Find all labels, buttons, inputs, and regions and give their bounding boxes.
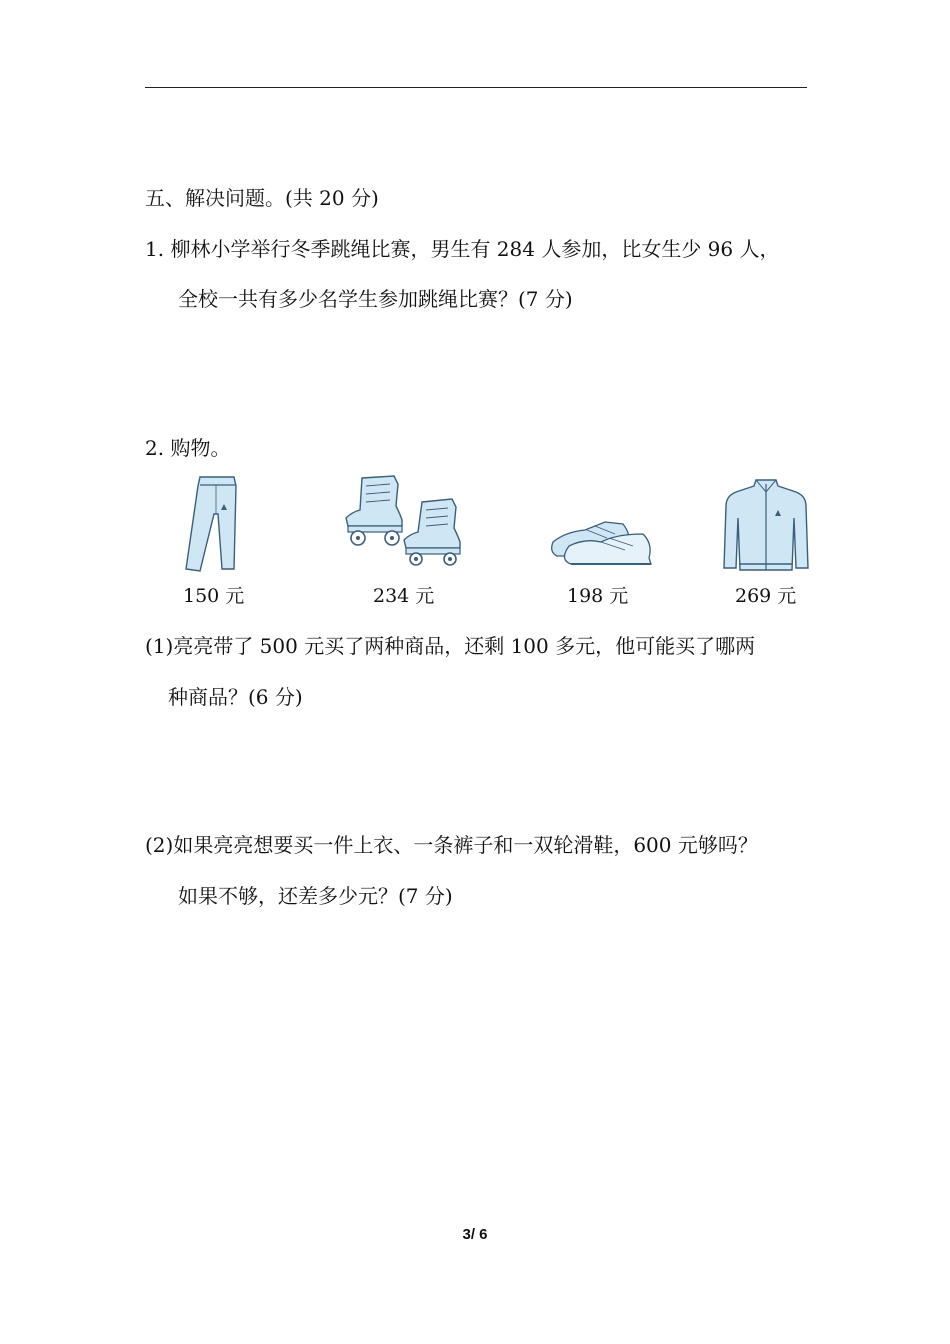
roller-skates-price: 234 元 [373, 585, 435, 607]
jacket-image [722, 476, 810, 574]
sneakers-price: 198 元 [567, 585, 629, 607]
subquestion-1-line-2: 种商品？(6 分) [168, 685, 303, 709]
question-1-line-1: 1. 柳林小学举行冬季跳绳比赛，男生有 284 人参加，比女生少 96 人， [145, 237, 780, 261]
jacket-price: 269 元 [735, 585, 797, 607]
question-1-line-2: 全校一共有多少名学生参加跳绳比赛？(7 分) [178, 287, 573, 311]
question-2-title: 2. 购物。 [145, 436, 231, 460]
subquestion-1-line-1: (1)亮亮带了 500 元买了两种商品，还剩 100 多元，他可能买了哪两 [145, 634, 756, 658]
subquestion-2-line-1: (2)如果亮亮想要买一件上衣、一条裤子和一双轮滑鞋，600 元够吗？ [145, 833, 758, 857]
subquestion-2-line-2: 如果不够，还差多少元？(7 分) [178, 884, 453, 908]
header-rule [145, 87, 807, 88]
roller-skates-image [340, 474, 468, 566]
pants-price: 150 元 [183, 585, 245, 607]
section-title: 五、解决问题。(共 20 分) [145, 186, 379, 210]
page-number: 3/ 6 [462, 1226, 488, 1243]
sneakers-image [545, 512, 655, 574]
pants-image [178, 474, 242, 574]
